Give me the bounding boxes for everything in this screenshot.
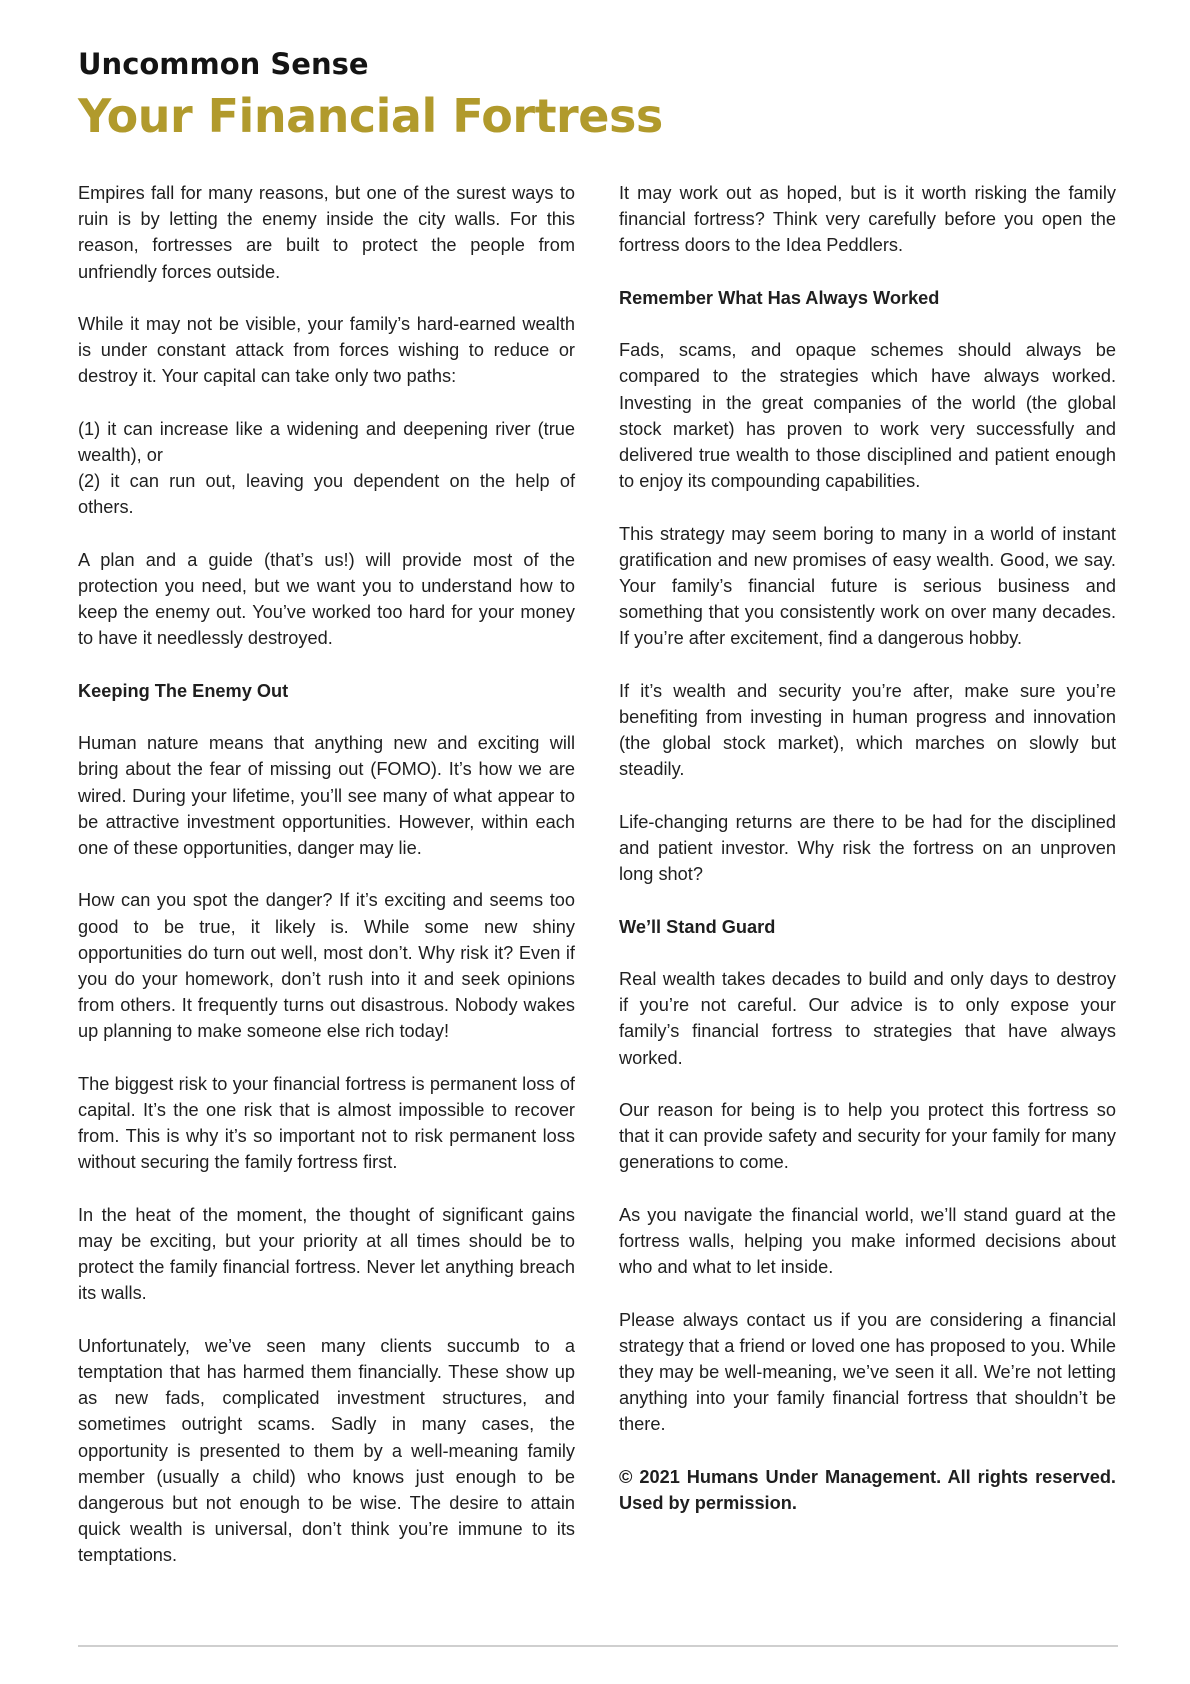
left-column xyxy=(78,180,575,1595)
paragraph: If it’s wealth and security you’re after, make sure you’re benefiting from investing in human progress and innovation (the global stock market), which marches on slowly but steadily. xyxy=(619,680,1116,780)
paragraph: Human nature means that anything new and exciting will bring about the fear of missing out (FOMO). It’s how we are wired. During your lifetime, you’ll see many of what appear to be attractive investment opportunities. However, within each one of these opportunities, danger may lie. xyxy=(78,733,575,858)
paragraph: How can you spot the danger? If it’s exciting and seems too good to be true, it likely is. While some new shiny opportunities do turn out well, most don’t. Why risk it? Even if you do your homework, don’t rush into it and seek opinions from others. It frequently turns out disastrous. Nobody wakes up planning to make someone else rich today! xyxy=(78,890,575,1042)
section-heading-stand-guard: We’ll Stand Guard xyxy=(619,916,776,937)
paragraph: Real wealth takes decades to build and only days to destroy if you’re not careful. Our advice is to only expose your family’s financial fortress to strategies that have always worked. xyxy=(619,968,1116,1068)
series-kicker: Uncommon Sense xyxy=(78,47,369,81)
section-heading-remember-what-worked: Remember What Has Always Worked xyxy=(619,287,940,308)
copyright-notice: © 2021 Humans Under Management. All rights reserved. Used by permission. xyxy=(619,1466,1116,1513)
paragraph: In the heat of the moment, the thought of significant gains may be exciting, but your priority at all times should be to protect the family financial fortress. Never let anything breach its walls. xyxy=(78,1204,575,1304)
paragraph: Empires fall for many reasons, but one of the surest ways to ruin is by letting the enemy inside the city walls. For this reason, fortresses are built to protect the people from unfriendly forces outside. xyxy=(78,183,575,282)
paragraph: While it may not be visible, your family’s hard-earned wealth is under constant attack from forces wishing to reduce or destroy it. Your capital can take only two paths: xyxy=(78,314,575,387)
path-option-1: (1) it can increase like a widening and deepening river (true wealth), or xyxy=(78,418,575,465)
paragraph: Fads, scams, and opaque schemes should always be compared to the strategies which have always worked. Investing in the great companies of the world (the global stock market) has proven to work very successfully and delivered true wealth to those disciplined and patient enough to enjoy its compounding capabilities. xyxy=(619,340,1116,492)
paragraph: This strategy may seem boring to many in a world of instant gratification and new promises of easy wealth. Good, we say. Your family’s financial future is serious business and something that you consistently work on over many decades. If you’re after excitement, find a dangerous hobby. xyxy=(619,523,1116,649)
path-option-2: (2) it can run out, leaving you dependent on the help of others. xyxy=(78,471,575,518)
paragraph: Please always contact us if you are considering a financial strategy that a friend or loved one has proposed to you. While they may be well-meaning, we’ve seen it all. We’re not letting anything into your family financial fortress that shouldn’t be there. xyxy=(619,1309,1116,1435)
paragraph: It may work out as hoped, but is it worth risking the family financial fortress? Think very carefully before you open the fortress doors to the Idea Peddlers. xyxy=(619,183,1116,256)
paragraph: A plan and a guide (that’s us!) will provide most of the protection you need, but we want you to understand how to keep the enemy out. You’ve worked too hard for your money to have it needlessly destroyed. xyxy=(78,549,575,649)
paragraph: Our reason for being is to help you protect this fortress so that it can provide safety and security for your family for many generations to come. xyxy=(619,1099,1116,1173)
footer-divider xyxy=(78,1645,1118,1647)
page-title: Your Financial Fortress xyxy=(78,89,663,143)
paragraph: The biggest risk to your financial fortress is permanent loss of capital. It’s the one risk that is almost impossible to recover from. This is why it’s so important not to risk permanent loss without securing the family fortress first. xyxy=(78,1073,575,1173)
right-column xyxy=(619,180,1116,1542)
section-heading-keeping-enemy-out: Keeping The Enemy Out xyxy=(78,680,289,701)
page-header xyxy=(78,44,1118,144)
paragraph: As you navigate the financial world, we’ll stand guard at the fortress walls, helping you make informed decisions about who and what to let inside. xyxy=(619,1204,1116,1278)
paragraph: Life-changing returns are there to be had for the disciplined and patient investor. Why risk the fortress on an unproven long shot? xyxy=(619,811,1116,885)
paragraph: Unfortunately, we’ve seen many clients succumb to a temptation that has harmed them financially. These show up as new fads, complicated investment structures, and sometimes outright scams. Sadly in many cases, the opportunity is presented to them by a well-meaning family member (usually a child) who knows just enough to be dangerous but not enough to be wise. The desire to attain quick wealth is universal, don’t think you’re immune to its temptations. xyxy=(78,1335,575,1566)
